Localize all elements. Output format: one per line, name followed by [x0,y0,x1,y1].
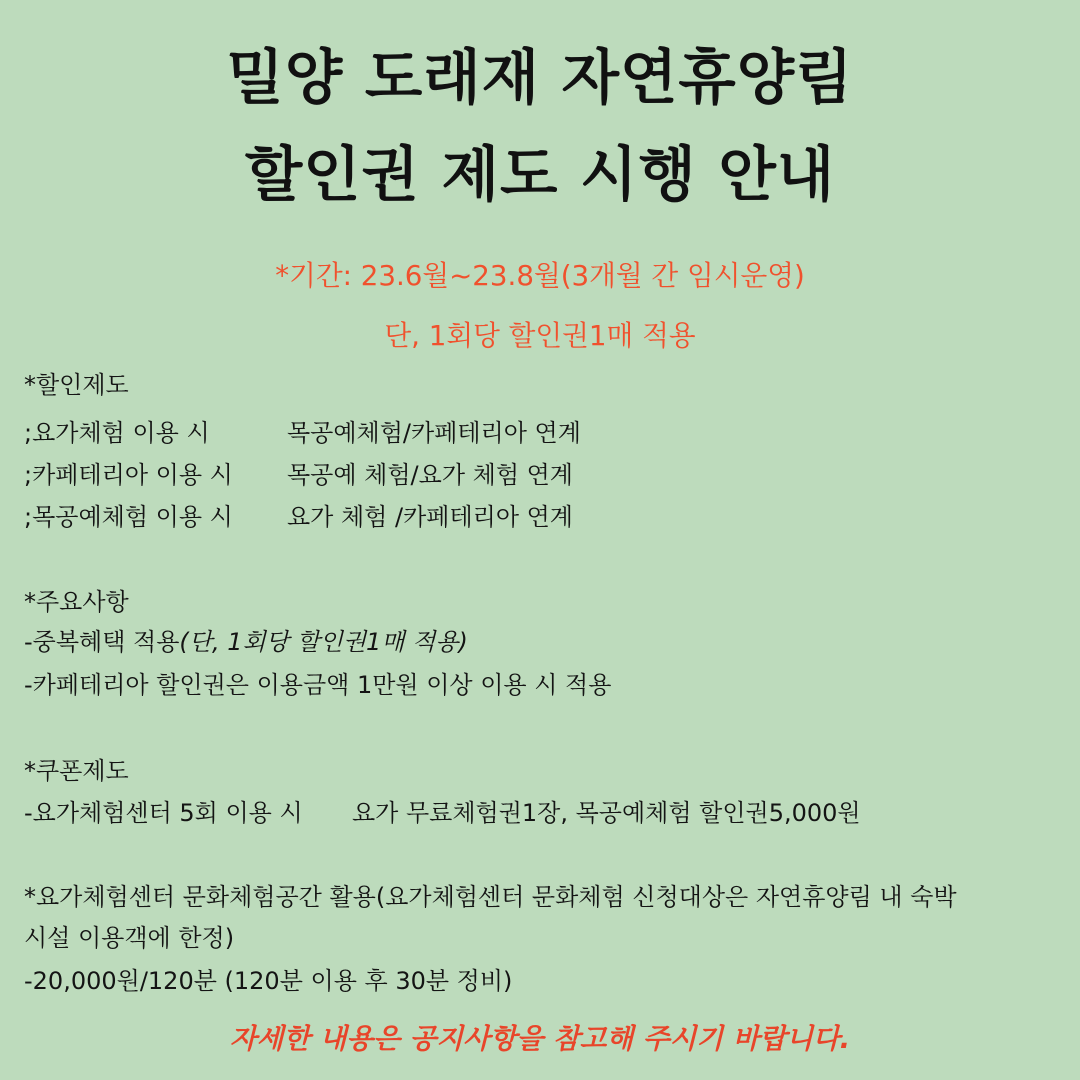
space-line-2: 시설 이용객에 한정) [24,924,235,952]
discount-benefit-1: 목공예체험/카페테리아 연계 [287,419,581,447]
space-line-1: *요가체험센터 문화체험공간 활용(요가체험센터 문화체험 신청대상은 자연휴양림 내 숙박 [24,883,957,911]
coupon-heading: *쿠폰제도 [24,757,129,785]
period-line: *기간: 23.6월~23.8월(3개월 간 임시운영) [275,259,805,292]
coupon-benefit: 요가 무료체험권1장, 목공예체험 할인권5,000원 [352,799,861,827]
space-line-3: -20,000원/120분 (120분 이용 후 30분 정비) [24,967,513,995]
title-line-2: 할인권 제도 시행 안내 [244,141,836,210]
notes-item-1 [24,627,468,657]
discount-condition-1: ;요가체험 이용 시 [24,419,210,447]
footer-notice: 자세한 내용은 공지사항을 참고해 주시기 바랍니다. [229,1022,851,1055]
notes-item-1-text: -중복혜택 적용 [24,628,180,656]
period-condition-line: 단, 1회당 할인권1매 적용 [384,319,696,352]
discount-condition-2: ;카페테리아 이용 시 [24,461,233,489]
discount-heading: *할인제도 [24,371,129,399]
notes-item-1-italic: (단, 1회당 할인권1매 적용) [179,628,468,656]
coupon-condition: -요가체험센터 5회 이용 시 [24,799,303,827]
notes-item-2: -카페테리아 할인권은 이용금액 1만원 이상 이용 시 적용 [24,671,612,699]
discount-benefit-2: 목공예 체험/요가 체험 연계 [287,461,573,489]
discount-benefit-3: 요가 체험 /카페테리아 연계 [287,503,573,531]
notes-heading: *주요사항 [24,588,129,616]
title-line-1: 밀양 도래재 자연휴양림 [226,44,854,113]
discount-condition-3: ;목공예체험 이용 시 [24,503,233,531]
